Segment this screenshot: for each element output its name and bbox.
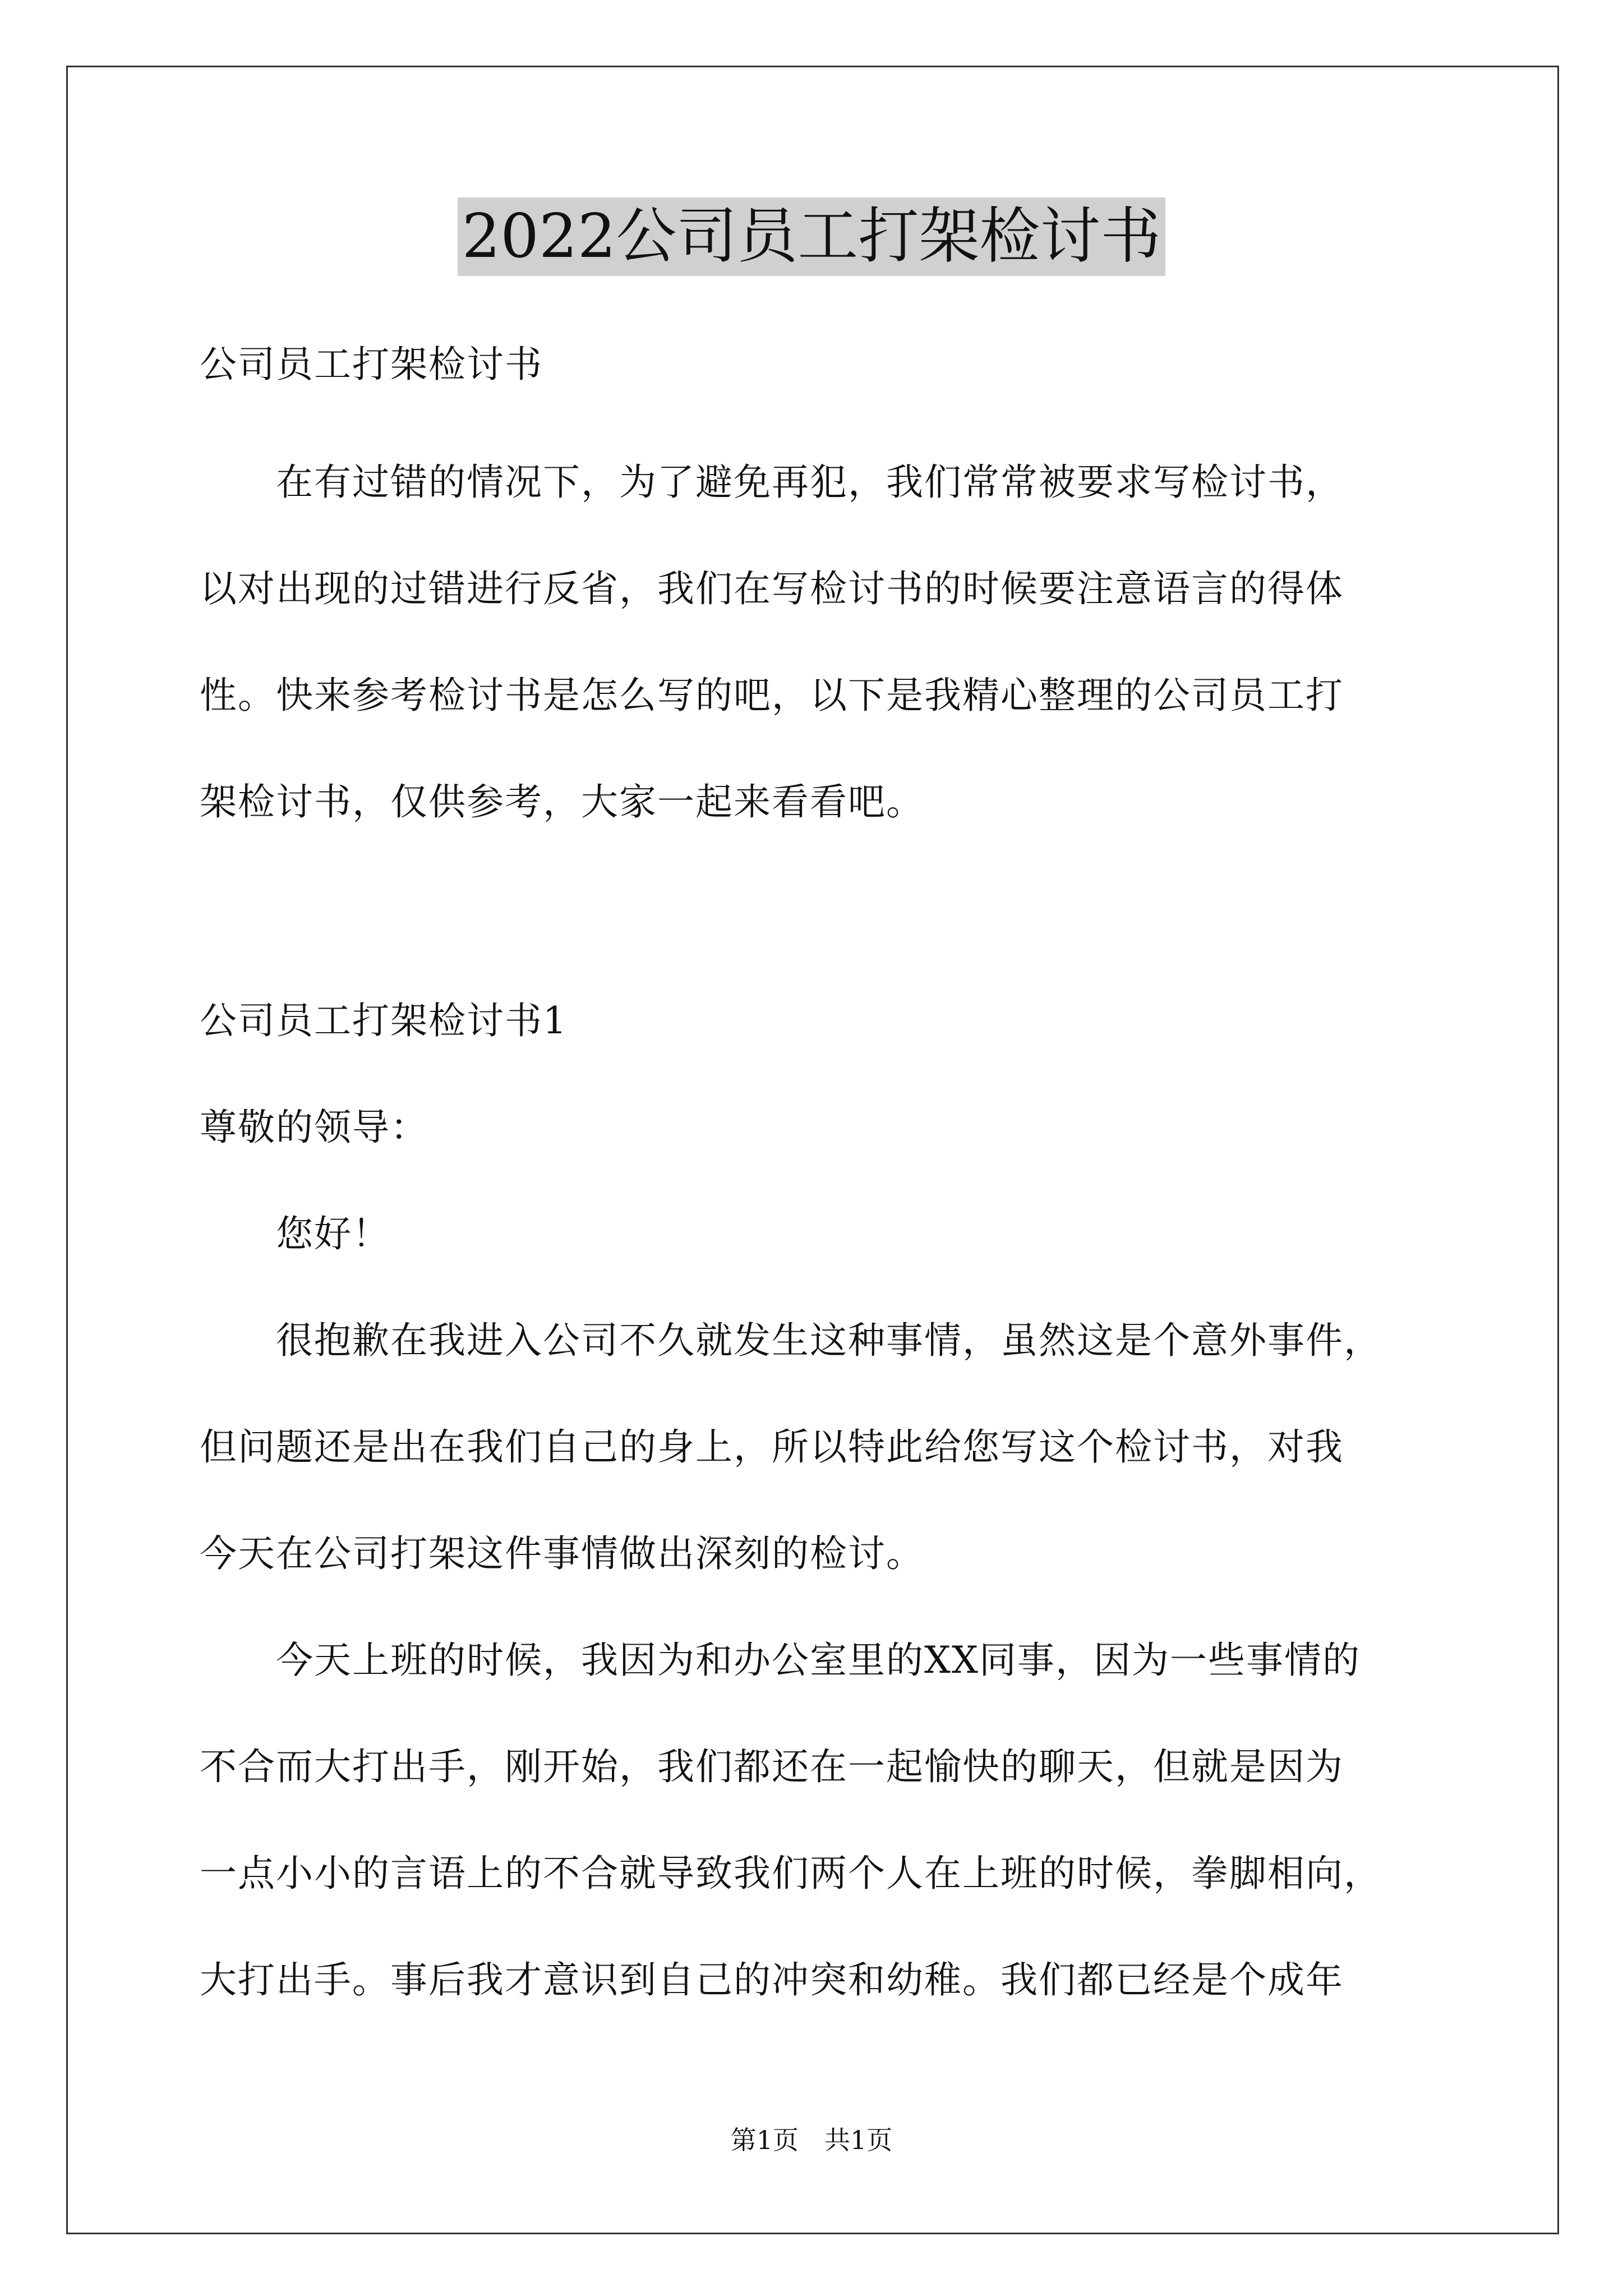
body-line: 大打出手。事后我才意识到自己的冲突和幼稚。我们都已经是个成年: [200, 1958, 1344, 2001]
body-line: 不合而大打出手，刚开始，我们都还在一起愉快的聊天，但就是因为: [200, 1745, 1344, 1788]
body-line: 以对出现的过错进行反省，我们在写检讨书的时候要注意语言的得体: [200, 567, 1344, 610]
page-number-footer: 第1页 共1页: [730, 2125, 893, 2155]
body-line: 很抱歉在我进入公司不久就发生这种事情，虽然这是个意外事件，: [200, 1319, 1382, 1362]
section-heading-1: 公司员工打架检讨书1: [200, 999, 568, 1042]
title-container: [0, 197, 1623, 276]
body-line: 在有过错的情况下，为了避免再犯，我们常常被要求写检讨书，: [200, 461, 1344, 504]
greeting: 您好！: [200, 1212, 390, 1255]
body-line: 今天上班的时候，我因为和办公室里的XX同事，因为一些事情的: [200, 1639, 1361, 1682]
body-line: 今天在公司打架这件事情做出深刻的检讨。: [200, 1532, 924, 1575]
salutation: 尊敬的领导：: [200, 1106, 428, 1149]
body-line: 但问题还是出在我们自己的身上，所以特此给您写这个检讨书，对我: [200, 1425, 1344, 1469]
body-line: 架检讨书，仅供参考，大家一起来看看吧。: [200, 780, 924, 823]
document-title: 2022公司员工打架检讨书: [458, 197, 1166, 276]
body-line: 性。快来参考检讨书是怎么写的吧，以下是我精心整理的公司员工打: [200, 674, 1344, 717]
section-heading-intro: 公司员工打架检讨书: [200, 343, 543, 386]
body-line: 一点小小的言语上的不合就导致我们两个人在上班的时候，拳脚相向，: [200, 1852, 1382, 1895]
